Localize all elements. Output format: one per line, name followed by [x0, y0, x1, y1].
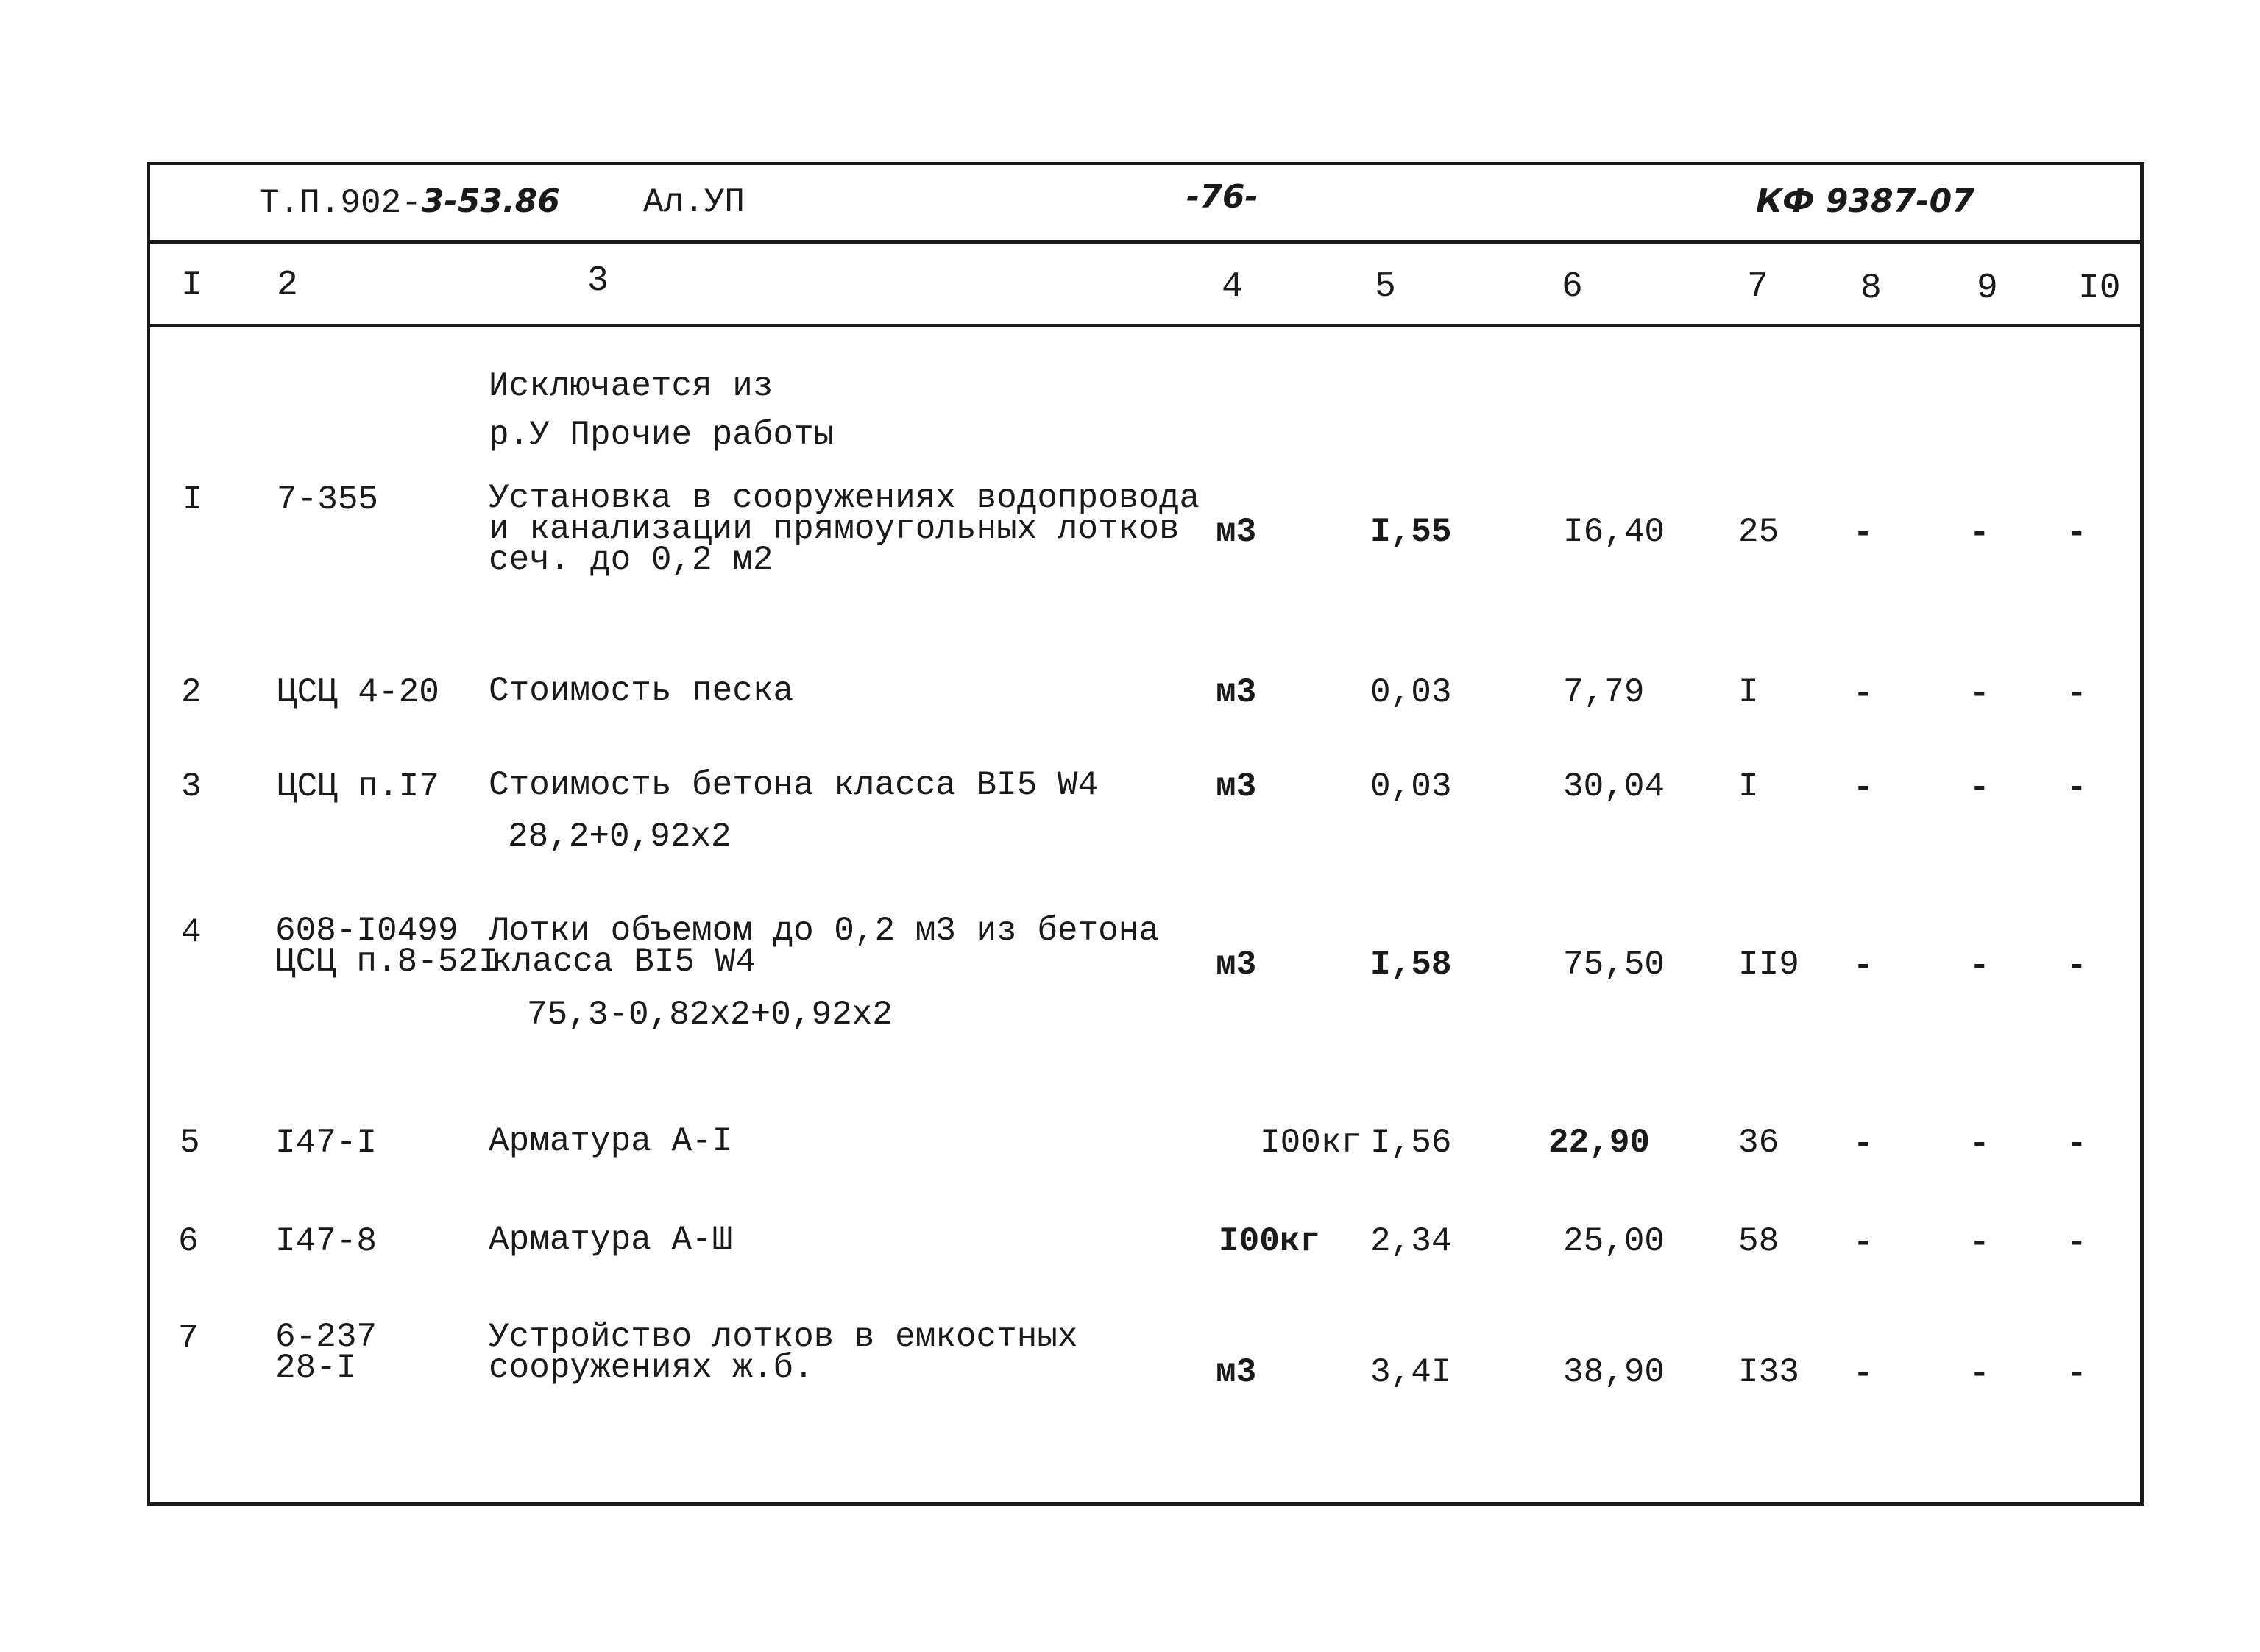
row-description: Устройство лотков в емкостных сооружениях ж.б.: [489, 1318, 1078, 1387]
row-quantity: 0,03: [1370, 767, 1452, 806]
row-unit: м3: [1216, 946, 1257, 984]
row-code: I47-I: [275, 1124, 378, 1162]
row-col10: -: [2066, 947, 2087, 985]
row-total: I33: [1738, 1353, 1799, 1392]
column-header-4: 4: [1222, 267, 1243, 307]
row-description: Стоимость бетона класса BI5 W4: [489, 766, 1099, 804]
row-unit-price: 38,90: [1563, 1353, 1665, 1392]
row-col8: -: [1853, 1125, 1874, 1163]
row-col9: -: [1969, 1125, 1990, 1163]
stamp-code: КФ 9387-07: [1756, 182, 1974, 220]
section-heading-line2: р.У Прочие работы: [489, 416, 835, 454]
row-col10: -: [2066, 1125, 2087, 1163]
row-formula: 28,2+0,92x2: [508, 818, 732, 856]
row-number: I: [183, 481, 203, 519]
row-code: 6-237 28-I: [275, 1318, 378, 1387]
column-header-9: 9: [1977, 269, 1998, 308]
row-total: I: [1738, 767, 1759, 806]
row-unit: м3: [1216, 1353, 1257, 1392]
row-unit: м3: [1216, 673, 1257, 712]
row-code: ЦСЦ 4-20: [277, 673, 439, 712]
row-total: 36: [1738, 1124, 1779, 1162]
row-quantity: 2,34: [1370, 1222, 1452, 1261]
row-unit-price: I6,40: [1563, 513, 1665, 551]
row-total: 58: [1738, 1222, 1779, 1261]
row-unit: I00кг: [1219, 1222, 1321, 1261]
row-col9: -: [1969, 769, 1990, 807]
row-description: Лотки объемом до 0,2 м3 из бетона класса BI5 W4: [489, 912, 1159, 981]
column-header-divider: [147, 324, 2144, 327]
row-col9: -: [1969, 1224, 1990, 1262]
row-total: I: [1738, 673, 1759, 712]
row-number: 7: [178, 1319, 199, 1358]
album-label: Ал.УП: [643, 183, 745, 221]
row-number: 6: [178, 1222, 199, 1261]
row-description: Стоимость песка: [489, 672, 794, 710]
row-description: Арматура А-I: [489, 1122, 733, 1160]
row-col10: -: [2066, 769, 2087, 807]
column-header-5: 5: [1375, 267, 1396, 307]
column-header-1: I: [181, 266, 202, 305]
row-quantity: I,56: [1370, 1124, 1452, 1162]
row-quantity: I,58: [1370, 946, 1452, 984]
header-divider: [147, 240, 2144, 244]
row-unit-price: 7,79: [1563, 673, 1645, 712]
column-header-3: 3: [587, 261, 609, 301]
section-heading-line1: Исключается из: [489, 367, 773, 405]
row-unit: м3: [1216, 513, 1257, 551]
row-code: 608-I0499 ЦСЦ п.8-52I: [275, 912, 499, 981]
row-quantity: 3,4I: [1370, 1353, 1452, 1392]
row-col8: -: [1853, 1355, 1874, 1393]
row-col10: -: [2066, 1355, 2087, 1393]
doc-reference: Т.П.902-3-53.86: [259, 182, 560, 222]
row-quantity: 0,03: [1370, 673, 1452, 712]
row-col10: -: [2066, 514, 2087, 553]
row-code: ЦСЦ п.I7: [277, 767, 439, 806]
row-quantity: I,55: [1370, 513, 1452, 551]
row-unit-price: 30,04: [1563, 767, 1665, 806]
row-unit-price: 25,00: [1563, 1222, 1665, 1261]
row-number: 3: [181, 767, 202, 806]
row-col9: -: [1969, 1355, 1990, 1393]
row-formula: 75,3-0,82x2+0,92x2: [527, 996, 893, 1034]
row-description: Установка в сооружениях водопровода и канализации прямоугольных лотков сеч. до 0,2 м2: [489, 479, 1200, 579]
row-col8: -: [1853, 514, 1874, 553]
column-header-10: I0: [2078, 269, 2121, 308]
row-unit-price: 22,90: [1548, 1124, 1651, 1162]
row-col8: -: [1853, 947, 1874, 985]
row-col10: -: [2066, 675, 2087, 713]
column-header-6: 6: [1562, 267, 1583, 307]
row-code: 7-355: [277, 481, 379, 519]
row-unit: I00кг: [1260, 1124, 1362, 1162]
row-total: 25: [1738, 513, 1779, 551]
column-header-2: 2: [277, 266, 298, 305]
table-frame: [147, 162, 2144, 1506]
row-number: 2: [181, 673, 202, 712]
row-unit: м3: [1216, 767, 1257, 806]
row-col9: -: [1969, 514, 1990, 553]
row-code: I47-8: [275, 1222, 378, 1261]
row-col8: -: [1853, 675, 1874, 713]
row-col10: -: [2066, 1224, 2087, 1262]
row-col8: -: [1853, 1224, 1874, 1262]
row-col9: -: [1969, 947, 1990, 985]
row-total: II9: [1738, 946, 1799, 984]
row-col8: -: [1853, 769, 1874, 807]
column-header-8: 8: [1860, 269, 1882, 308]
row-description: Арматура А-Ш: [489, 1221, 733, 1259]
page-number: -76-: [1186, 178, 1258, 216]
row-number: 4: [181, 913, 202, 951]
column-header-7: 7: [1747, 267, 1768, 307]
row-unit-price: 75,50: [1563, 946, 1665, 984]
row-col9: -: [1969, 675, 1990, 713]
row-number: 5: [180, 1124, 200, 1162]
